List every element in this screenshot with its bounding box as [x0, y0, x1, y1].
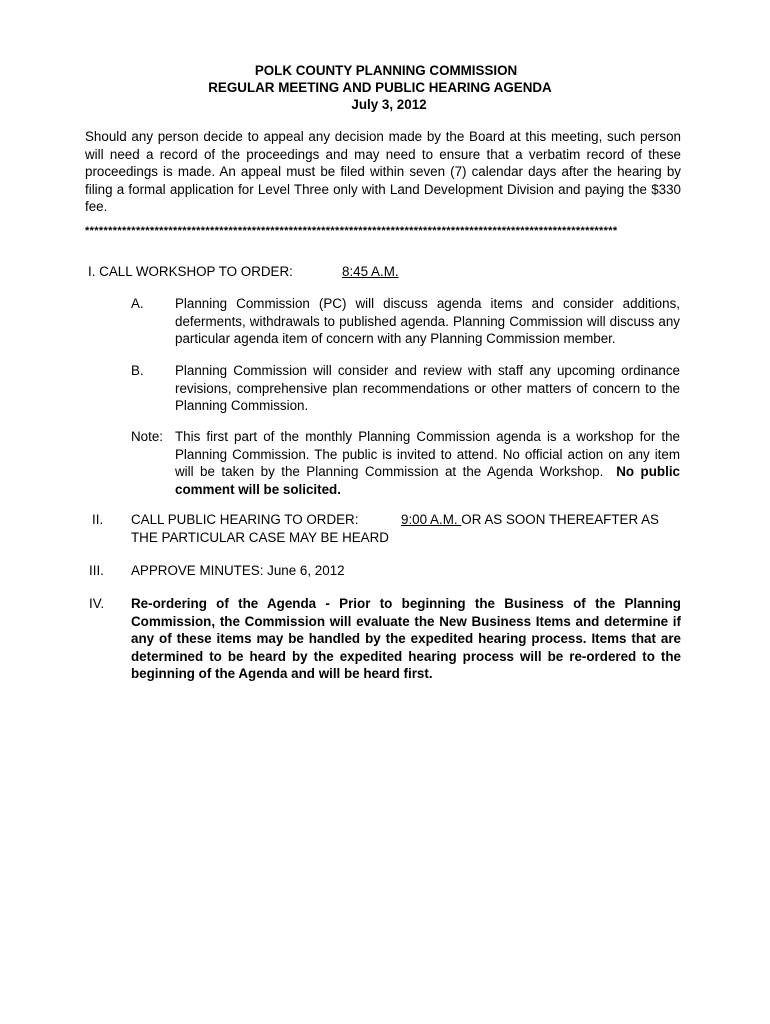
- item-b-label: B.: [131, 363, 144, 378]
- header-date: July 3, 2012: [351, 97, 427, 112]
- section-hearing-time-rest: OR AS SOON THEREAFTER AS: [461, 512, 659, 527]
- note-bold: No public comment will be solicited.: [175, 464, 680, 497]
- note-label: Note:: [131, 429, 164, 444]
- section-hearing-label: CALL PUBLIC HEARING TO ORDER:: [131, 512, 359, 527]
- item-a-label: A.: [131, 296, 144, 311]
- note-text: [175, 428, 680, 498]
- section-workshop-label: I. CALL WORKSHOP TO ORDER:: [88, 264, 293, 279]
- separator-line: *******************************************************************************************************************: [85, 225, 618, 237]
- agenda-header: [0, 62, 770, 113]
- section-workshop-time: 8:45 A.M.: [342, 264, 399, 279]
- section-hearing-line2: THE PARTICULAR CASE MAY BE HEARD: [131, 529, 389, 545]
- section-minutes-num: III.: [89, 563, 104, 578]
- appeal-notice: Should any person decide to appeal any decision made by the Board at this meeting, such person will need a record of the proceedings and may need to ensure that a verbatim record of these proceedings is made. An appeal must be filed within seven (7) calendar days after the hearing by filing a formal application for Level Three only with Land Development Division and paying the $330 fee.: [85, 129, 681, 215]
- note-body: This first part of the monthly Planning Commission agenda is a workshop for the Planning Commission. The public is invited to attend. No official action on any item will be taken by the Planning Commission at the Agenda Workshop.: [175, 429, 680, 480]
- section-hearing-num: II.: [92, 512, 104, 527]
- section-minutes-text: APPROVE MINUTES: June 6, 2012: [131, 563, 345, 578]
- section-hearing-time-group: [401, 511, 659, 529]
- section-hearing-time: 9:00 A.M.: [401, 512, 462, 527]
- section-workshop-heading: [88, 263, 399, 281]
- header-title: POLK COUNTY PLANNING COMMISSION: [254, 63, 518, 78]
- item-a-text: Planning Commission (PC) will discuss agenda items and consider additions, deferments, withdrawals to published agenda. Planning Commission will discuss any particular agenda item of concern with any Planning Commission member.: [175, 296, 680, 347]
- section-reorder-num: IV.: [89, 596, 105, 611]
- section-reorder-text: Re-ordering of the Agenda - Prior to beginning the Business of the Planning Commission, the Commission will evaluate the New Business Items and determine if any of these items may be handled by the expedited hearing process. Items that are determined to be heard by the expedited hearing process will be re-ordered to the beginning of the Agenda and will be heard first.: [131, 596, 681, 682]
- item-b-text: Planning Commission will consider and review with staff any upcoming ordinance revisions, comprehensive plan recommendations or other matters of concern to the Planning Commission.: [175, 363, 680, 414]
- header-subtitle: REGULAR MEETING AND PUBLIC HEARING AGENDA: [208, 80, 552, 95]
